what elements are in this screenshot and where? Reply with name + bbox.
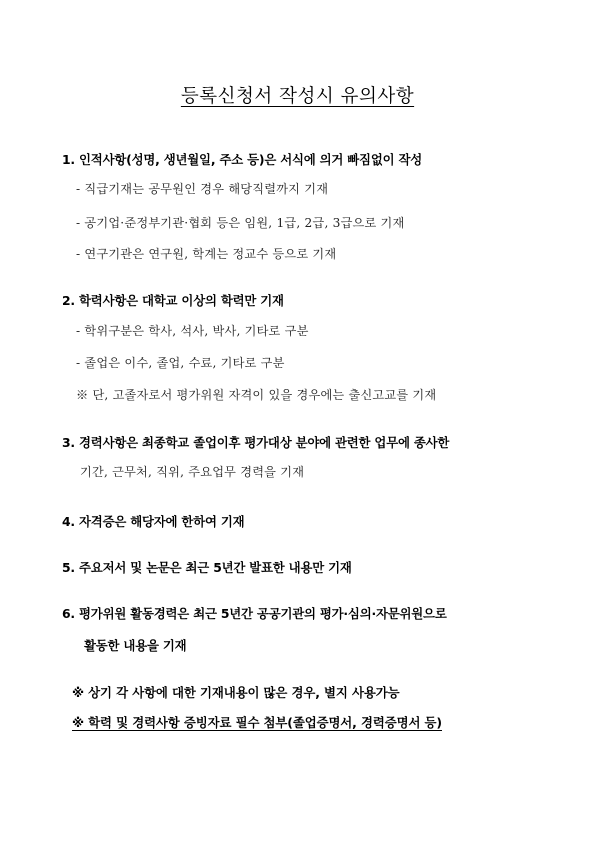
page-title [0, 82, 595, 108]
page-title-text: 등록신청서 작성시 유의사항 [180, 86, 415, 107]
section-6-heading: 6. 평가위원 활동경력은 최근 5년간 공공기관의 평가·심의·자문위원으로 [62, 606, 447, 621]
section-4-heading: 4. 자격증은 해당자에 한하여 기재 [62, 514, 245, 529]
section-2-note: ※ 단, 고졸자로서 평가위원 자격이 있을 경우에는 출신고교를 기재 [76, 388, 437, 402]
section-5-heading: 5. 주요저서 및 논문은 최근 5년간 발표한 내용만 기재 [62, 560, 352, 575]
section-1-item-3: - 연구기관은 연구원, 학계는 정교수 등으로 기재 [76, 247, 337, 261]
section-2-heading: 2. 학력사항은 대학교 이상의 학력만 기재 [62, 293, 284, 308]
note-required-documents: ※ 학력 및 경력사항 증빙자료 필수 첨부(졸업증명서, 경력증명서 등) [72, 715, 442, 730]
section-2-item-2: - 졸업은 이수, 졸업, 수료, 기타로 구분 [76, 356, 285, 370]
section-1-item-2: - 공기업·준정부기관·협회 등은 임원, 1급, 2급, 3급으로 기재 [76, 216, 405, 230]
section-6-continuation: 활동한 내용을 기재 [84, 638, 187, 653]
section-1-heading: 1. 인적사항(성명, 생년월일, 주소 등)은 서식에 의거 빠짐없이 작성 [62, 152, 423, 167]
section-3-heading: 3. 경력사항은 최종학교 졸업이후 평가대상 분야에 관련한 업무에 종사한 [62, 435, 450, 450]
section-1-item-1: - 직급기재는 공무원인 경우 해당직렬까지 기재 [76, 182, 329, 196]
note-attachment-allowed: ※ 상기 각 사항에 대한 기재내용이 많은 경우, 별지 사용가능 [72, 685, 400, 700]
section-2-item-1: - 학위구분은 학사, 석사, 박사, 기타로 구분 [76, 324, 309, 338]
section-3-continuation: 기간, 근무처, 직위, 주요업무 경력을 기재 [80, 465, 305, 479]
